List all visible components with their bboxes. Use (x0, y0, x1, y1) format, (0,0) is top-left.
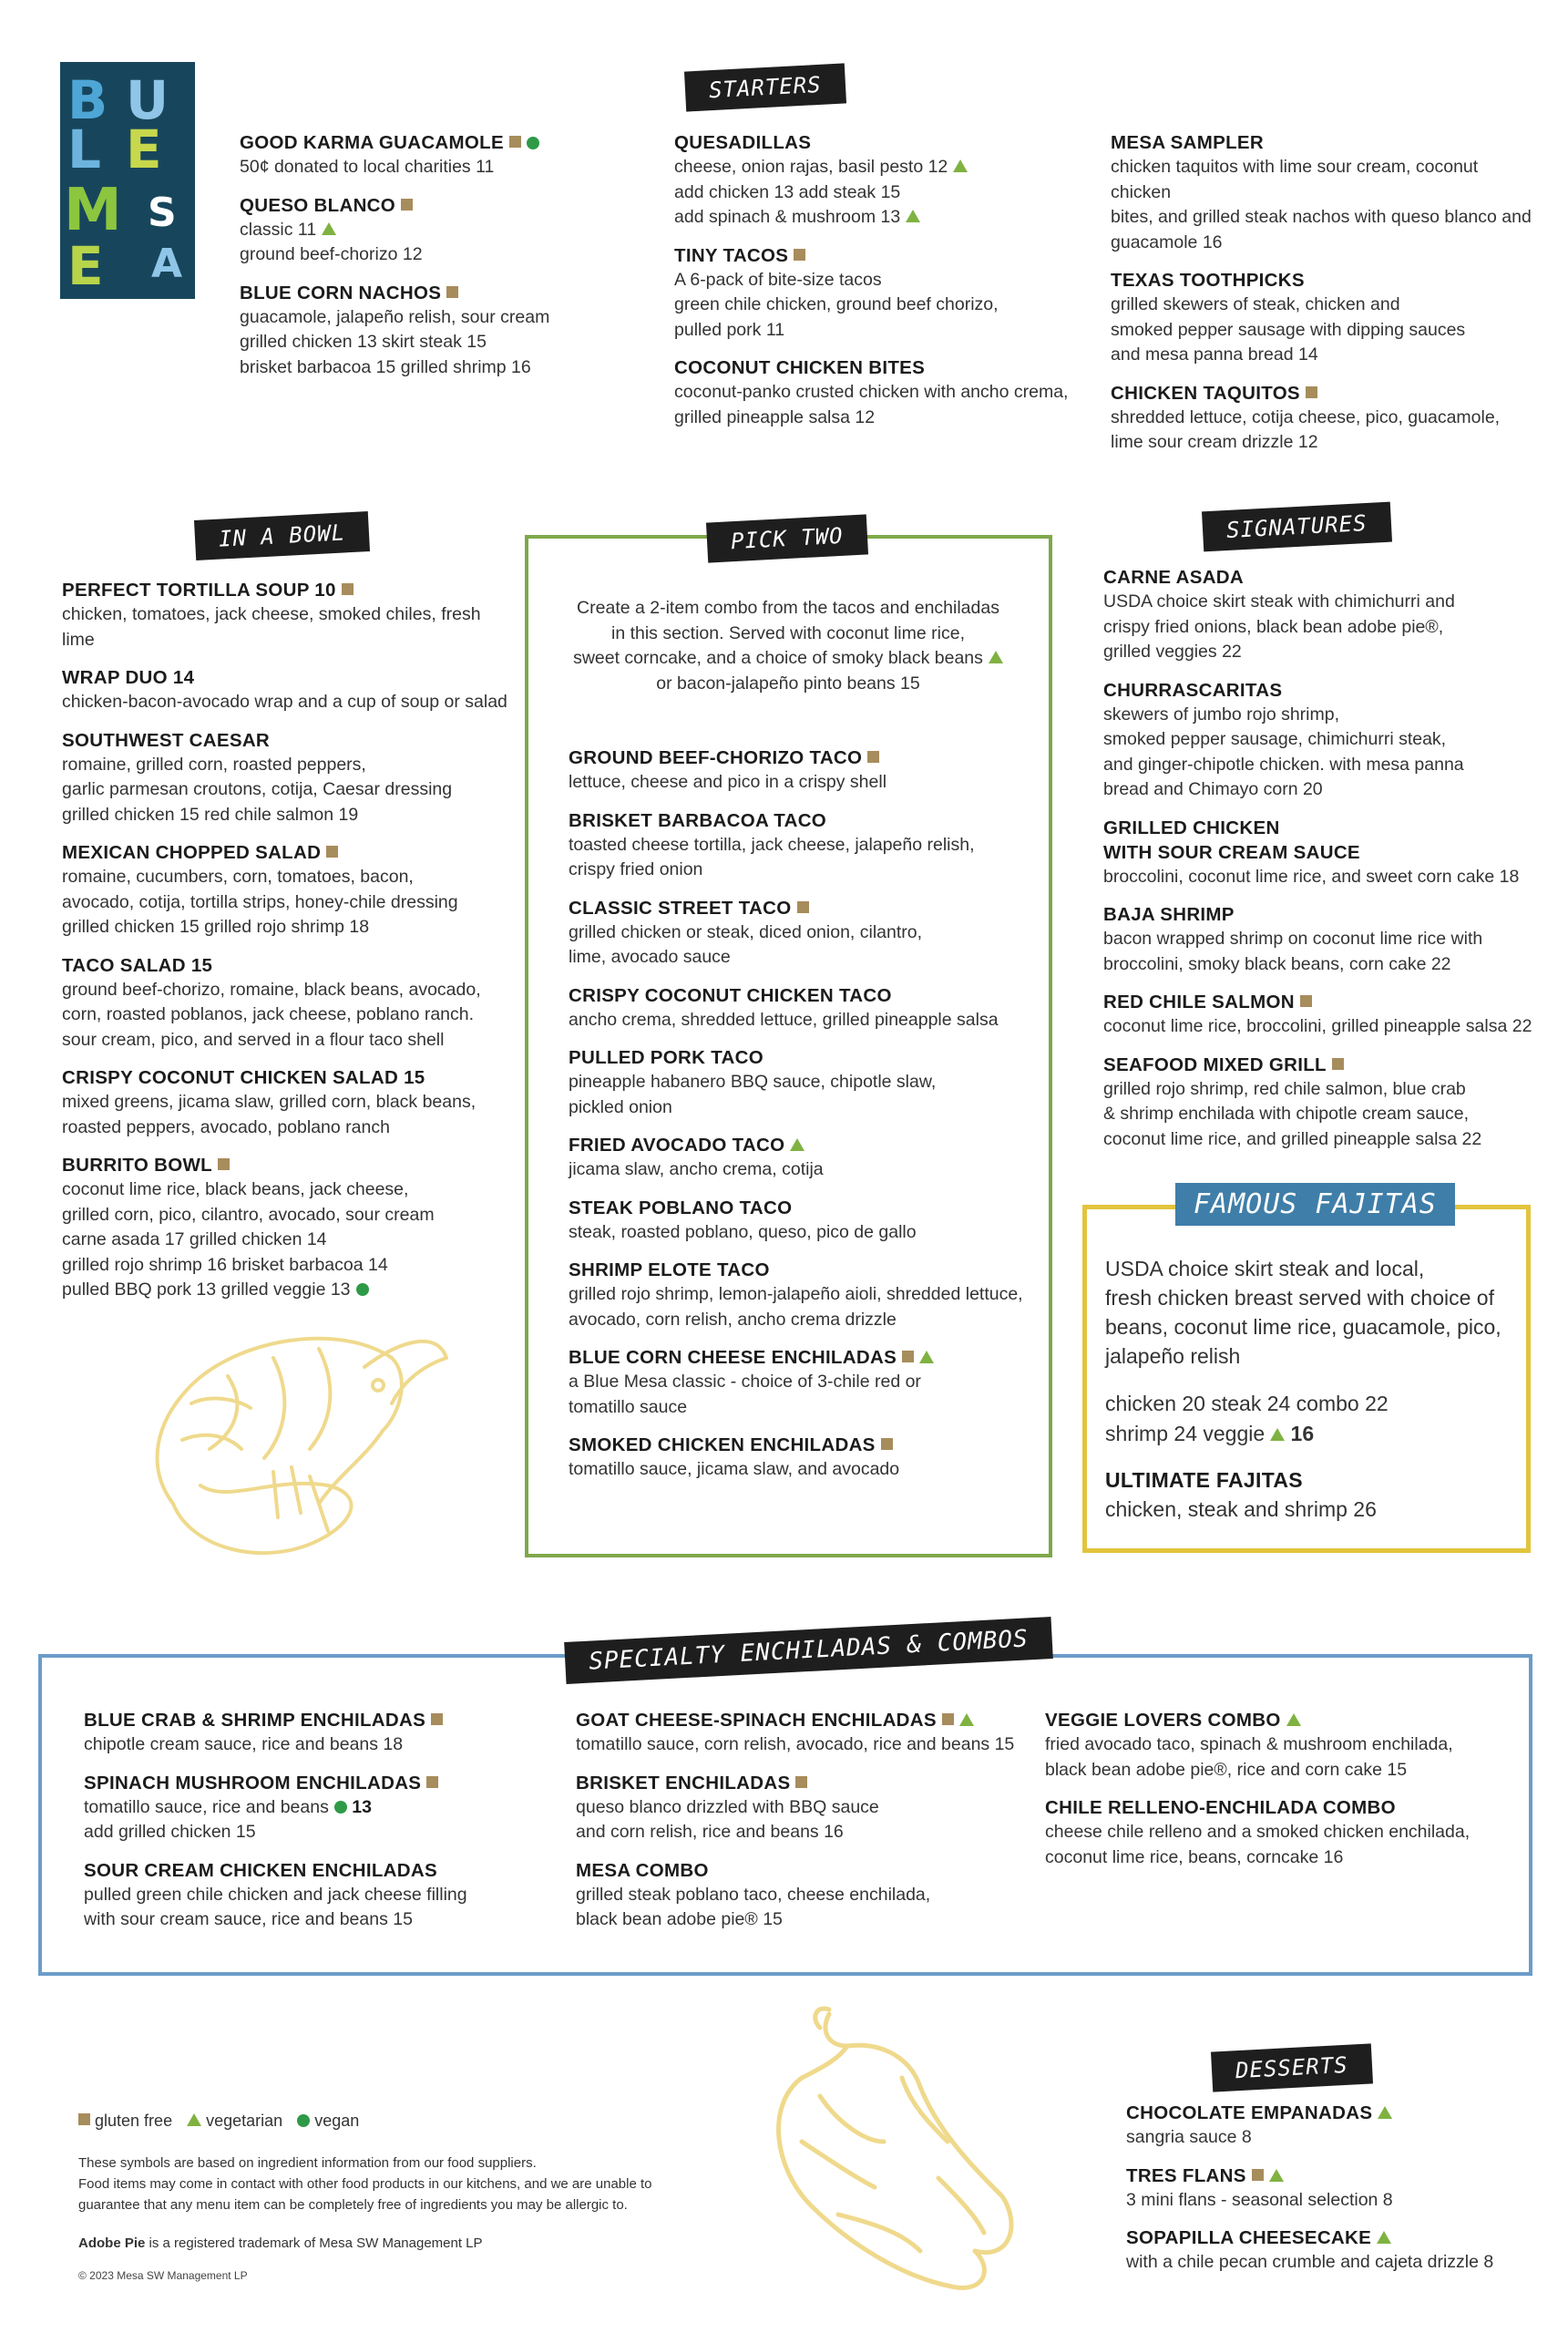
menu-item: WRAP DUO 14 chicken-bacon-avocado wrap and a cup of soup or salad (62, 667, 507, 712)
menu-item: GOOD KARMA GUACAMOLE 50¢ donated to local charities 11 (240, 130, 568, 180)
menu-item: MESA SAMPLER chicken taquitos with lime sour cream, coconut chicken bites, and grilled steak nachos with queso blanco and guacamole 16 (1111, 132, 1532, 252)
menu-item: QUESO BLANCO classic 11 ground beef-chorizo 12 (240, 194, 423, 264)
gluten-free-icon (509, 136, 521, 148)
copyright: © 2023 Mesa SW Management LP (78, 2269, 248, 2282)
allergy-disclaimer: These symbols are based on ingredient information from our food suppliers. Food items may come in contact with other food products in our kitchens, and we are unable to guarantee that any menu item can be completely free of ingredients you may be allergic to. (78, 2155, 652, 2213)
menu-item: CHILE RELLENO-ENCHILADA COMBO cheese chile relleno and a smoked chicken enchilada, coconut lime rice, beans, corncake 16 (1045, 1797, 1471, 1867)
menu-item: BRISKET ENCHILADAS queso blanco drizzled with BBQ sauce and corn relish, rice and beans 16 (576, 1772, 879, 1842)
vegetarian-icon (187, 2113, 201, 2126)
menu-item: BLUE CORN NACHOS guacamole, jalapeño relish, sour cream grilled chicken 13 skirt steak 15 brisket barbacoa 15 grilled shrimp 16 (240, 282, 550, 377)
fajitas-content: USDA choice skirt steak and local, fresh chicken breast served with choice of beans, coconut lime rice, guacamole, pico, jalapeño relish chicken 20 steak 24 combo 22 shrimp 24 veggie 16 ULTIMATE FAJITAS chicken, steak and shrimp 26 (1105, 1257, 1501, 1521)
gluten-free-icon (342, 583, 354, 595)
menu-item: CHICKEN TAQUITOS shredded lettuce, cotija cheese, pico, guacamole, lime sour cream drizzle 12 (1111, 382, 1501, 452)
menu-item: BAJA SHRIMP bacon wrapped shrimp on coconut lime rice with broccolini, smoky black beans, corn cake 22 (1103, 904, 1483, 974)
menu-item: FRIED AVOCADO TACO jicama slaw, ancho crema, cotija (569, 1135, 824, 1179)
menu-item: QUESADILLAS cheese, onion rajas, basil pesto 12 add chicken 13 add steak 15 add spinach & mushroom 13 (674, 130, 1075, 231)
starters-heading: STARTERS (684, 63, 846, 111)
menu-item: BLUE CRAB & SHRIMP ENCHILADAS chipotle cream sauce, rice and beans 18 (84, 1708, 558, 1758)
vegetarian-icon (1270, 1428, 1285, 1441)
vegetarian-icon (906, 210, 920, 222)
gluten-free-icon (867, 751, 879, 763)
menu-item: CHOCOLATE EMPANADAS sangria sauce 8 (1126, 2101, 1536, 2151)
gluten-free-icon (218, 1158, 230, 1170)
gluten-free-icon (881, 1438, 893, 1450)
menu-item: SHRIMP ELOTE TACO grilled rojo shrimp, lemon-jalapeño aioli, shredded lettuce, avocado, corn relish, ancho crema drizzle (569, 1259, 1023, 1330)
vegan-icon (297, 2114, 310, 2127)
signatures-heading: SIGNATURES (1202, 502, 1392, 552)
menu-item: STEAK POBLANO TACO steak, roasted poblano, queso, pico de gallo (569, 1197, 917, 1242)
desserts-heading: DESSERTS (1211, 2043, 1373, 2091)
menu-item: SEAFOOD MIXED GRILL grilled rojo shrimp, red chile salmon, blue crab & shrimp enchilada with chipotle cream sauce, coconut lime rice, and grilled pineapple salsa 22 (1103, 1053, 1482, 1149)
vegetarian-icon (953, 159, 968, 172)
menu-item: TINY TACOS A 6-pack of bite-size tacos green chile chicken, ground beef chorizo, pulled pork 11 (674, 244, 999, 340)
gluten-free-icon (902, 1351, 914, 1362)
menu-item: VEGGIE LOVERS COMBO fried avocado taco, spinach & mushroom enchilada, black bean adobe pie®, rice and corn cake 15 (1045, 1710, 1453, 1780)
menu-item: PERFECT TORTILLA SOUP 10 chicken, tomatoes, jack cheese, smoked chiles, fresh lime (62, 580, 481, 650)
menu-item: GOAT CHEESE-SPINACH ENCHILADAS tomatillo sauce, corn relish, avocado, rice and beans 15 (576, 1710, 1015, 1754)
in-a-bowl-heading: IN A BOWL (194, 511, 370, 560)
gluten-free-icon (326, 846, 338, 858)
gluten-free-icon (78, 2113, 90, 2125)
blue-mesa-logo: B L U E M E S A (60, 62, 195, 299)
vegetarian-icon (959, 1713, 974, 1726)
gluten-free-icon (942, 1713, 954, 1725)
menu-item: TACO SALAD 15 ground beef-chorizo, romaine, black beans, avocado, corn, roasted poblanos, jack cheese, poblano ranch. sour cream, pico, and served in a flour taco shell (62, 954, 481, 1050)
menu-item: BRISKET BARBACOA TACO toasted cheese tortilla, jack cheese, jalapeño relish, crispy fried onion (569, 809, 975, 879)
menu-item: MEXICAN CHOPPED SALAD romaine, cucumbers, corn, tomatoes, bacon, avocado, cotija, tortilla strips, honey-chile dressing grilled chicken 15 grilled rojo shrimp 18 (62, 842, 458, 937)
menu-item: TEXAS TOOTHPICKS grilled skewers of steak, chicken and smoked pepper sausage with dipping sauces and mesa panna bread 14 (1111, 270, 1466, 365)
menu-item: GROUND BEEF-CHORIZO TACO lettuce, cheese and pico in a crispy shell (569, 747, 887, 792)
menu-item: SPINACH MUSHROOM ENCHILADAS tomatillo sauce, rice and beans 13 add grilled chicken 15 (84, 1771, 558, 1845)
menu-item: SOUR CREAM CHICKEN ENCHILADAS pulled green chile chicken and jack cheese filling with sour cream sauce, rice and beans 15 (84, 1859, 467, 1929)
menu-item: CARNE ASADA USDA choice skirt steak with chimichurri and crispy fried onions, black bean adobe pie®, grilled veggies 22 (1103, 567, 1455, 662)
gluten-free-icon (1332, 1058, 1344, 1070)
pick-two-heading: PICK TWO (706, 514, 868, 562)
menu-item: CHURRASCARITAS skewers of jumbo rojo shrimp, smoked pepper sausage, chimichurri steak, and ginger-chipotle chicken. with mesa panna bread and Chimayo corn 20 (1103, 679, 1464, 799)
vegan-icon (334, 1801, 347, 1814)
menu-item: CRISPY COCONUT CHICKEN TACO ancho crema, shredded lettuce, grilled pineapple salsa (569, 984, 999, 1030)
vegan-icon (527, 137, 539, 149)
vegan-icon (356, 1283, 369, 1296)
menu-item: BURRITO BOWL coconut lime rice, black beans, jack cheese, grilled corn, pico, cilantro, avocado, sour cream carne asada 17 grilled chicken 14 grilled rojo shrimp 16 brisket barbacoa 14 pulled BBQ pork 13 grilled veggie 13 (62, 1155, 435, 1300)
shrimp-illustration (91, 1321, 456, 1586)
menu-item: CRISPY COCONUT CHICKEN SALAD 15 mixed greens, jicama slaw, grilled corn, black beans, roasted peppers, avocado, poblano ranch (62, 1067, 477, 1137)
menu-item: PULLED PORK TACO pineapple habanero BBQ sauce, chipotle slaw, pickled onion (569, 1047, 937, 1117)
signatures-column (1103, 565, 1550, 1165)
gluten-free-icon (401, 199, 413, 211)
gluten-free-icon (1306, 386, 1317, 398)
trademark-notice: Adobe Pie is a registered trademark of Mesa SW Management LP (78, 2235, 483, 2251)
gluten-free-icon (1252, 2169, 1264, 2181)
vegetarian-icon (989, 651, 1003, 663)
specialty-column-3 (1045, 1708, 1519, 1883)
menu-item: SOUTHWEST CAESAR romaine, grilled corn, roasted peppers, garlic parmesan croutons, cotija, Caesar dressing grilled chicken 15 red chile salmon 19 (62, 729, 453, 825)
menu-item: SMOKED CHICKEN ENCHILADAS tomatillo sauce, jicama slaw, and avocado (569, 1434, 900, 1479)
vegetarian-icon (1269, 2169, 1284, 2182)
menu-item: COCONUT CHICKEN BITES coconut-panko crusted chicken with ancho crema, grilled pineapple salsa 12 (674, 357, 1069, 427)
bowl-column (62, 578, 508, 1316)
pick-two-intro: Create a 2-item combo from the tacos and enchiladas in this section. Served with coconut lime rice, sweet corncake, and a choice of smoky black beans or bacon-jalapeño pinto beans 15 (547, 596, 1030, 696)
vegetarian-icon (919, 1351, 934, 1363)
chile-pepper-illustration (765, 2005, 1039, 2297)
desserts-column (1126, 2101, 1536, 2288)
dietary-legend: gluten free vegetarian vegan (78, 2112, 359, 2131)
starters-middle-column (674, 130, 1075, 443)
menu-item: RED CHILE SALMON coconut lime rice, broccolini, grilled pineapple salsa 22 (1103, 992, 1532, 1036)
pick-two-column (569, 745, 1042, 1495)
gluten-free-icon (446, 286, 458, 298)
gluten-free-icon (795, 1776, 807, 1788)
vegetarian-icon (790, 1138, 804, 1151)
famous-fajitas-heading: FAMOUS FAJITAS (1175, 1183, 1455, 1226)
specialty-heading: SPECIALTY ENCHILADAS & COMBOS (564, 1617, 1053, 1684)
gluten-free-icon (431, 1713, 443, 1725)
vegetarian-icon (1377, 2231, 1391, 2244)
starters-right-column (1111, 130, 1539, 468)
menu-item: BLUE CORN CHEESE ENCHILADAS a Blue Mesa classic - choice of 3-chile red or tomatillo sauce (569, 1345, 1042, 1420)
vegetarian-icon (1286, 1713, 1301, 1726)
gluten-free-icon (426, 1776, 438, 1788)
menu-item: GRILLED CHICKEN WITH SOUR CREAM SAUCE broccolini, coconut lime rice, and sweet corn cake 18 (1103, 817, 1520, 887)
gluten-free-icon (797, 901, 809, 913)
menu-item: TRES FLANS 3 mini flans - seasonal selection 8 (1126, 2164, 1393, 2210)
menu-item: MESA COMBO grilled steak poblano taco, cheese enchilada, black bean adobe pie® 15 (576, 1859, 931, 1929)
specialty-column-1 (84, 1708, 558, 1946)
specialty-column-2 (576, 1708, 1050, 1946)
menu-item: CLASSIC STREET TACO grilled chicken or steak, diced onion, cilantro, lime, avocado sauce (569, 897, 923, 967)
vegetarian-icon (1378, 2106, 1392, 2119)
menu-item: SOPAPILLA CHEESECAKE with a chile pecan crumble and cajeta drizzle 8 (1126, 2227, 1494, 2272)
gluten-free-icon (1300, 995, 1312, 1007)
gluten-free-icon (794, 249, 805, 261)
vegetarian-icon (322, 222, 336, 235)
top-left-column (240, 130, 568, 393)
